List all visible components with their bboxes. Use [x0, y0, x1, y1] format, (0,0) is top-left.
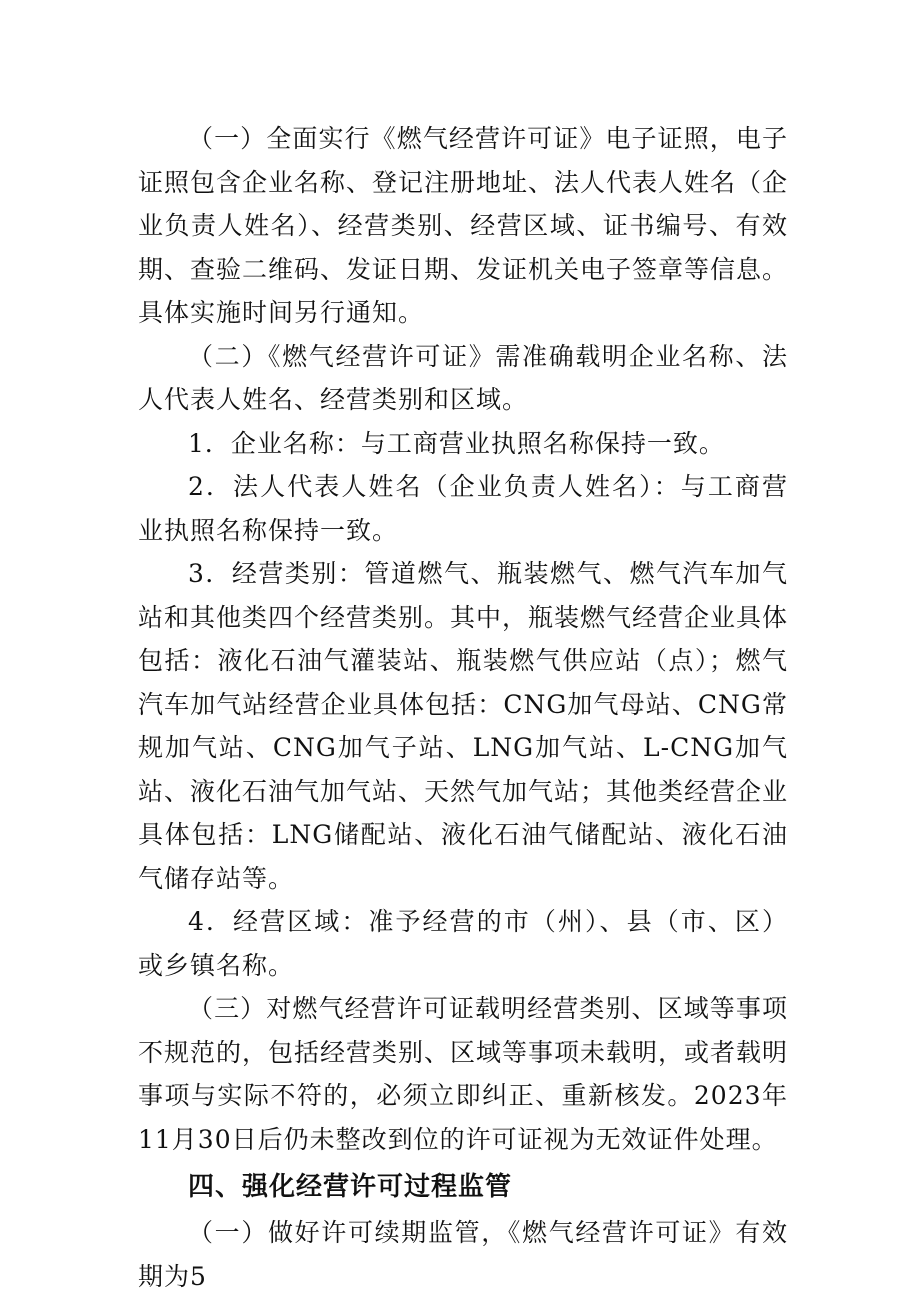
paragraph-license-contents: （二）《燃气经营许可证》需准确载明企业名称、法人代表人姓名、经营类别和区域。 [138, 341, 788, 414]
paragraph-item-business-category: 3．经营类别：管道燃气、瓶装燃气、燃气汽车加气站和其他类四个经营类别。其中，瓶装燃气经营企业具体包括：液化石油气灌装站、瓶装燃气供应站（点）；燃气汽车加气站经营企业具体包括：CNG加气母站、CNG常规加气站、CNG加气子站、LNG加气站、L-CNG加气站、液化石油气加气站、天然气加气站；其他类经营企业具体包括：LNG储配站、液化石油气储配站、液化石油气储存站等。 [138, 559, 789, 893]
document-body [138, 117, 788, 1298]
paragraph-item-business-region: 4．经营区域：准予经营的市（州）、县（市、区）或乡镇名称。 [138, 907, 788, 980]
paragraph-electronic-license: （一）全面实行《燃气经营许可证》电子证照，电子证照包含企业名称、登记注册地址、法人代表人姓名（企业负责人姓名）、经营类别、经营区域、证书编号、有效期、查验二维码、发证日期、发证机关电子签章等信息。具体实施时间另行通知。 [138, 124, 789, 327]
paragraph-item-legal-representative: 2．法人代表人姓名（企业负责人姓名）：与工商营业执照名称保持一致。 [138, 472, 788, 545]
paragraph-item-company-name: 1．企业名称：与工商营业执照名称保持一致。 [188, 428, 725, 458]
paragraph-renewal-supervision: （一）做好许可续期监管，《燃气经营许可证》有效期为5 [138, 1218, 788, 1291]
paragraph-rectification: （三）对燃气经营许可证载明经营类别、区域等事项不规范的，包括经营类别、区域等事项未载明，或者载明事项与实际不符的，必须立即纠正、重新核发。2023年11月30日后仍未整改到位的许可证视为无效证件处理。 [138, 994, 789, 1154]
section-heading: 四、强化经营许可过程监管 [188, 1172, 513, 1202]
